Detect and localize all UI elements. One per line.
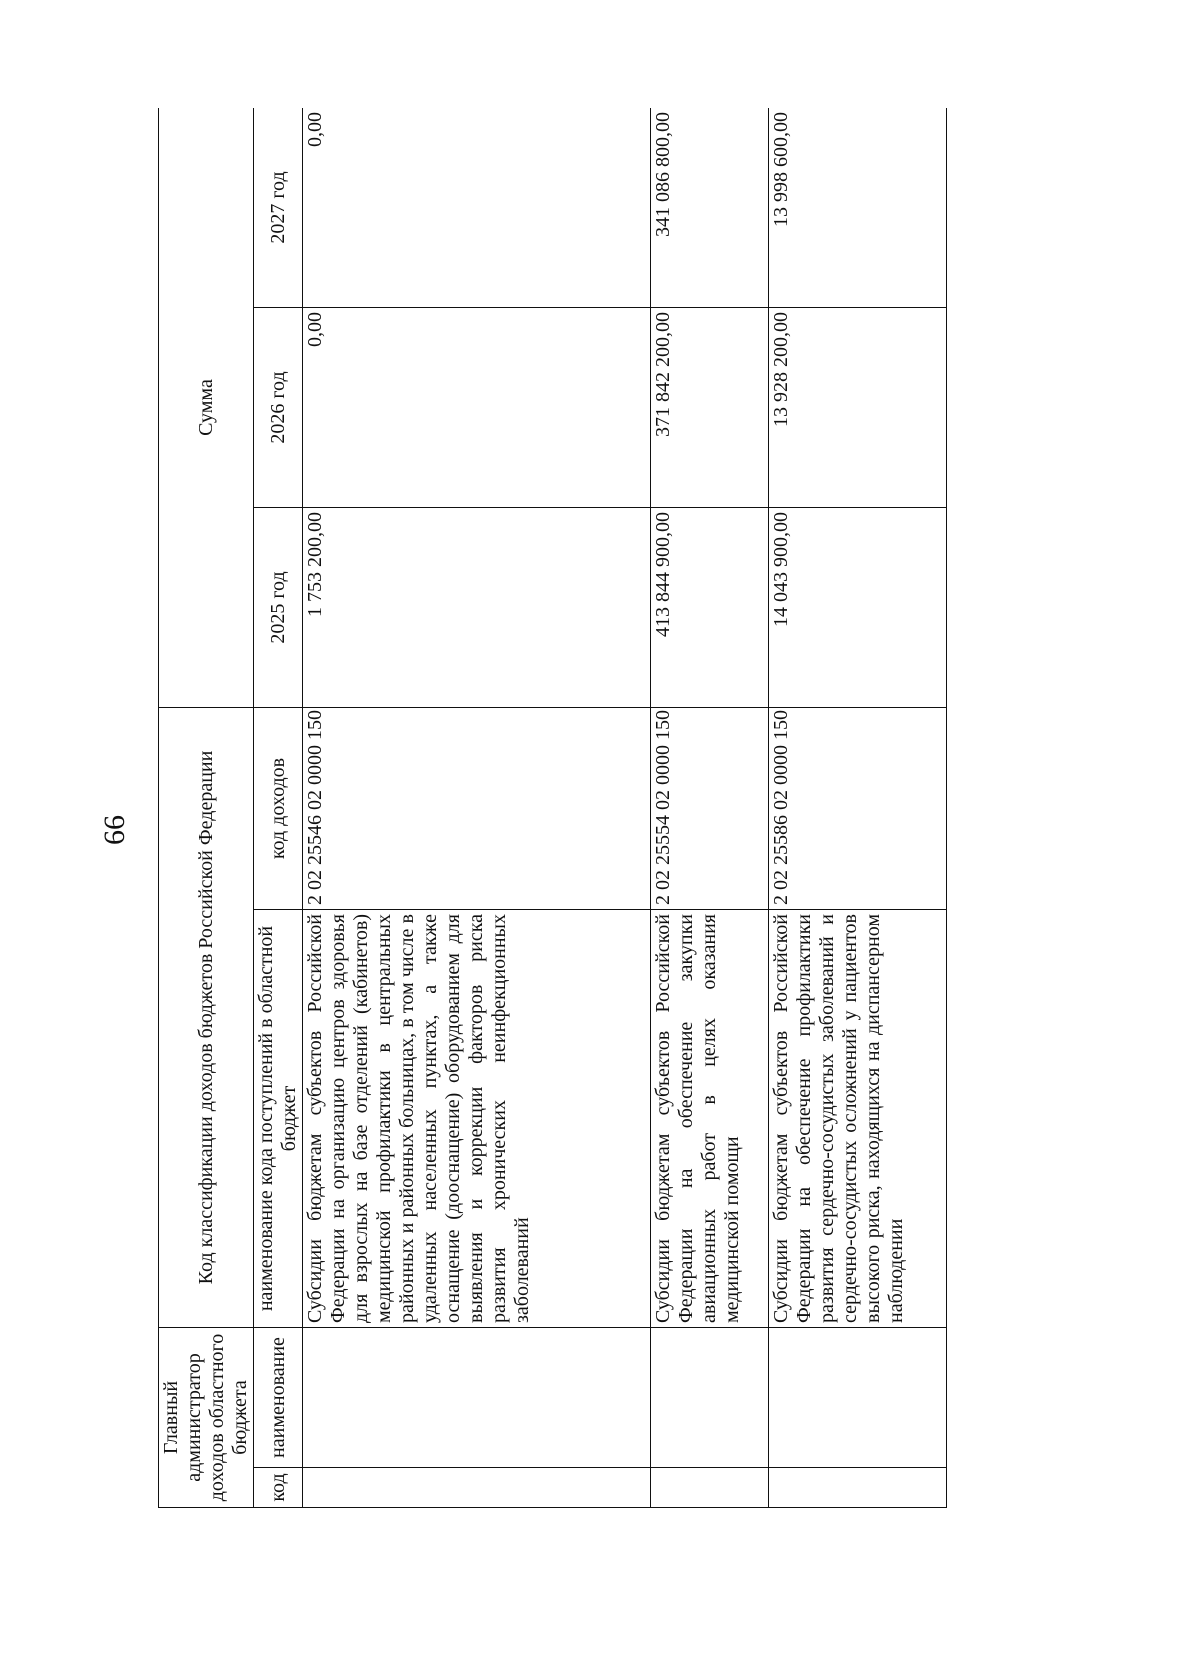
page-number: 66 (98, 815, 131, 845)
header-2026: 2026 год (254, 308, 303, 508)
cell-sum-2026: 371 842 200,00 (651, 308, 769, 508)
header-sum-group: Сумма (159, 108, 254, 708)
cell-income-name: Субсидии бюджетам субъектов Российской Федерации на обеспечение профилактики развития сердечно-сосудистых заболеваний и сердечно-сосудистых осложнений у пациентов высокого риска, находящихся на диспансерном наблюдении (769, 910, 947, 1328)
cell-sum-2025: 413 844 900,00 (651, 508, 769, 708)
cell-sum-2025: 14 043 900,00 (769, 508, 947, 708)
table-row (769, 108, 947, 1508)
table-wrapper (158, 108, 1008, 1508)
cell-sum-2026: 0,00 (303, 308, 651, 508)
cell-code (769, 1468, 947, 1508)
cell-sum-2027: 13 998 600,00 (769, 108, 947, 308)
cell-admin-name (303, 1328, 651, 1468)
cell-admin-name (651, 1328, 769, 1468)
cell-income-code: 2 02 25586 02 0000 150 (769, 708, 947, 910)
budget-income-table (158, 108, 947, 1508)
cell-income-name: Субсидии бюджетам субъектов Российской Федерации на обеспечение закупки авиационных работ в целях оказания медицинской помощи (651, 910, 769, 1328)
cell-income-code: 2 02 25554 02 0000 150 (651, 708, 769, 910)
header-classification-group: Код классификации доходов бюджетов Российской Федерации (159, 708, 254, 1328)
header-income-code: код доходов (254, 708, 303, 910)
rotated-table-container (158, 108, 1008, 1508)
header-2027: 2027 год (254, 108, 303, 308)
cell-income-code: 2 02 25546 02 0000 150 (303, 708, 651, 910)
cell-sum-2027: 0,00 (303, 108, 651, 308)
cell-admin-name (769, 1328, 947, 1468)
header-admin-name: наименование (254, 1328, 303, 1468)
cell-code (651, 1468, 769, 1508)
table-row (651, 108, 769, 1508)
header-row-groups (159, 108, 254, 1508)
header-row-columns (254, 108, 303, 1508)
header-2025: 2025 год (254, 508, 303, 708)
header-code: код (254, 1468, 303, 1508)
cell-sum-2027: 341 086 800,00 (651, 108, 769, 308)
cell-sum-2025: 1 753 200,00 (303, 508, 651, 708)
table-row (303, 108, 651, 1508)
header-admin-group: Главный администратор доходов областного бюджета (159, 1328, 254, 1508)
cell-code (303, 1468, 651, 1508)
cell-income-name: Субсидии бюджетам субъектов Российской Федерации на организацию центров здоровья для взрослых на базе отделений (кабинетов) медицинской профилактики в центральных районных и районных больницах, в том числе в удаленных населенных пунктах, а также оснащение (дооснащение) оборудованием для выявления и коррекции факторов риска развития хронических неинфекционных заболеваний (303, 910, 651, 1328)
cell-sum-2026: 13 928 200,00 (769, 308, 947, 508)
header-income-name: наименование кода поступлений в областной бюджет (254, 910, 303, 1328)
